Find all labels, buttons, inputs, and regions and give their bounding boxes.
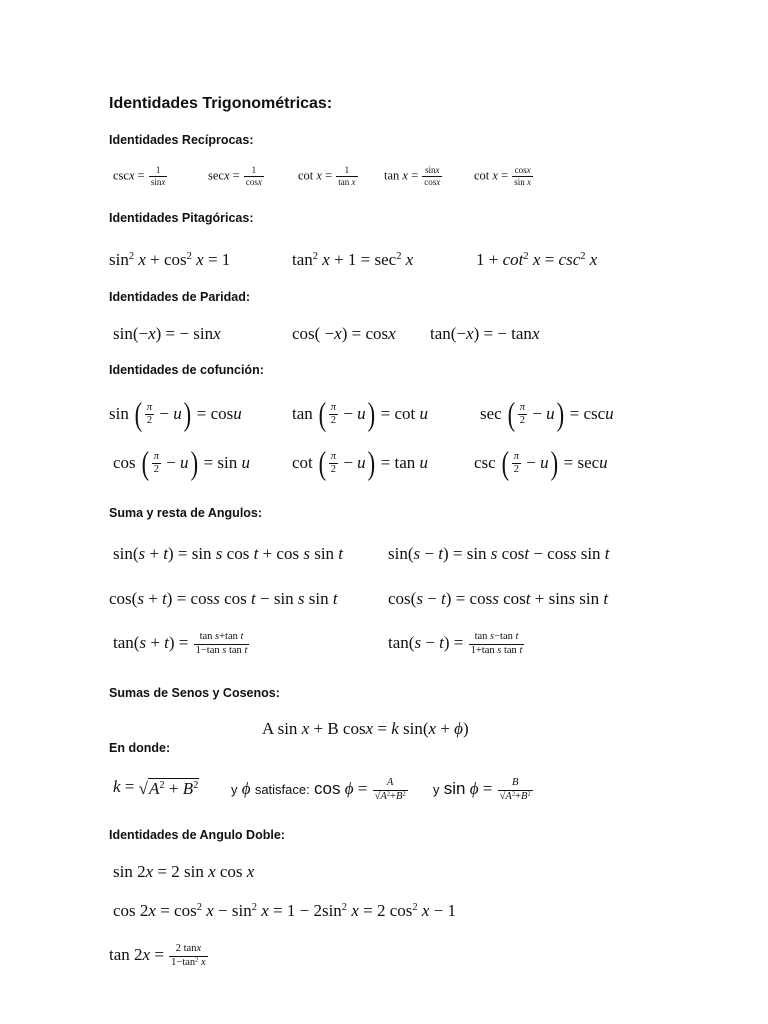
equation-difference-cos: cos(s − t) = coss cost + sins sin t — [388, 589, 609, 608]
equation-sum-cos: cos(s + t) = coss cos t − sin s sin t — [109, 589, 338, 608]
text-y-2: y — [433, 781, 440, 797]
equation-reciprocal-cot-quotient: cot x = $\frac{\cos x}{\text{sin x}}$ — [474, 165, 532, 187]
heading-pitagoricas: Identidades Pitagóricas: — [109, 211, 254, 225]
equation-parity-tan: tan(−x) = − tanx — [430, 324, 540, 343]
text-y: y — [231, 781, 238, 797]
equation-reciprocal-tan: tan x = $\frac{\sin x}{\cos x}$ — [384, 165, 441, 187]
equation-pythagorean-3: $1 + \cot^2 x = \csc^2 x$ — [476, 250, 598, 269]
equation-cofunction-sec: sec ( $\frac{\pi}{2}$ − u) = cscu — [480, 396, 614, 432]
heading-en-donde: En donde: — [109, 741, 171, 755]
heading-suma-resta: Suma y resta de Angulos: — [109, 506, 263, 520]
heading-sumas-senos: Sumas de Senos y Cosenos: — [109, 686, 280, 700]
text-satisface: satisface: — [254, 781, 310, 797]
equation-double-tan: tan 2x = $\frac{2 \tan x}{1-\tan^2 x}$ — [109, 943, 206, 968]
equation-sin-phi: y sin ϕ = $\frac{B}{√A^2+B^2}$ — [433, 777, 531, 802]
equation-cofunction-cos: cos ( $\frac{\pi}{2}$ − u) = sin u — [113, 445, 250, 481]
page-title: Identidades Trigonométricas: — [109, 95, 333, 112]
equation-pythagorean-1: $\sin^2 x + \cos^2 x = 1$ — [109, 250, 231, 269]
equation-sine-cosine-sum: A sin x + B cosx = k sin(x + ϕ) — [262, 719, 469, 738]
heading-reciprocas: Identidades Recíprocas: — [109, 133, 254, 147]
equation-cofunction-cot: cot ( $\frac{\pi}{2}$ − u) = tan u — [292, 445, 429, 481]
equation-sum-sin: sin(s + t) = sin s cos t + cos s sin t — [113, 544, 344, 563]
equation-double-sin: sin 2x = 2 sin x cos x — [113, 862, 255, 881]
equation-cos-phi: y ϕ satisface: cos ϕ = $\frac{A}{√A^2+B^2}$ — [231, 777, 406, 802]
equation-cofunction-sin: sin ( $\frac{\pi}{2}$ − u) = cosu — [109, 396, 242, 432]
heading-angulo-doble: Identidades de Angulo Doble: — [109, 828, 285, 842]
equation-double-cos: $\cos 2x = \cos^2 x - \sin^2 x = 1 - 2\sin^2$ x = 2 $\cos^2 x - 1$ — [113, 901, 457, 920]
equation-k-definition: $k = √A^2 + B^2$ — [113, 777, 199, 798]
equation-cofunction-tan: tan ( $\frac{\pi}{2}$ − u) = cot u — [292, 396, 429, 432]
equation-reciprocal-cot: cot x = $\frac{1}{\text{tan x}}$ — [298, 165, 356, 187]
equation-cofunction-csc: csc ( $\frac{\pi}{2}$ − u) = secu — [474, 445, 608, 481]
equation-difference-sin: sin(s − t) = sin s cost − coss sin t — [388, 544, 610, 563]
equation-reciprocal-csc: cscx = $\frac{1}{\sin x}$ — [113, 165, 166, 187]
equation-parity-cos: cos( −x) = cosx — [292, 324, 396, 343]
heading-paridad: Identidades de Paridad: — [109, 290, 251, 304]
equation-parity-sin: sin(−x) = − sinx — [113, 324, 221, 343]
equation-difference-tan: tan(s − t) = $\frac{\text{tan s−tan t}}{\text{1+tan s tan t}}$ — [388, 631, 523, 656]
heading-cofuncion: Identidades de cofunción: — [109, 363, 264, 377]
equation-reciprocal-sec: secx = $\frac{1}{\cos x}$ — [208, 165, 262, 187]
equation-pythagorean-2: $\tan^2 x + 1 = \sec^2 x$ — [292, 250, 414, 269]
equation-sum-tan: tan(s + t) = $\frac{\text{tan s+tan t}}{\text{1−tan s tan t}}$ — [113, 631, 248, 656]
